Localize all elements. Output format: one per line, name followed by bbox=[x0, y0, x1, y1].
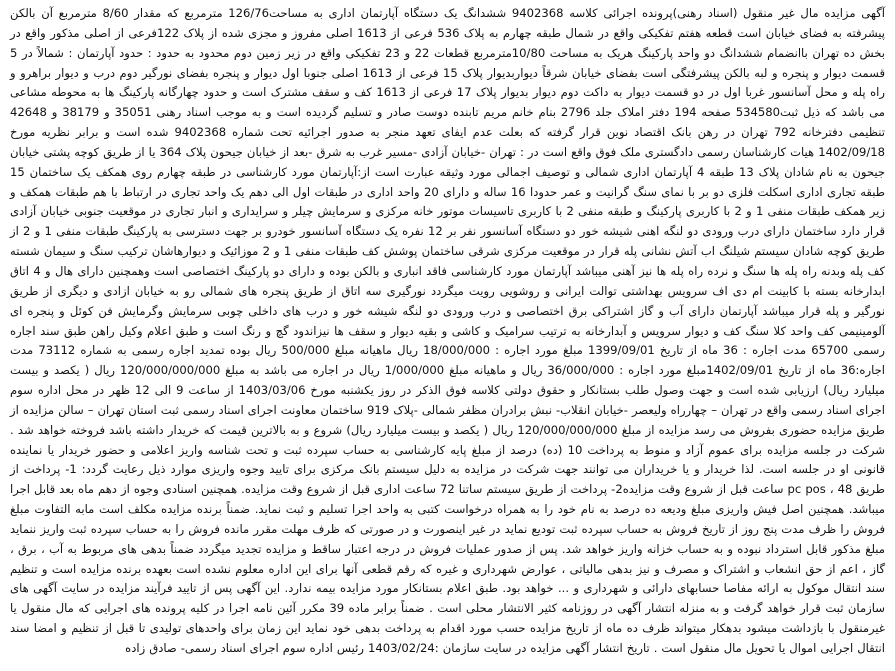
auction-notice-text: آگهی مزایده مال غیر منقول (اسناد رهنی)پرونده اجرائی کلاسه 9402368 ششدانگ یک دستگاه آپارتمان اداری به مساحت126/76 مترمربع که مقدار 8/60 مترمربع آن بالکن پیشرفته به فضای خیابان است قطعه هفتم تفکیکی واقع در شمال طبقه چهارم به پلاک 536 فرعی از 1613 اصلی مفروز و مجزی شده از پلاک 122فرعی از اصلی مذکور واقع در بخش ده تهران باانضمام ششدانگ دو واحد پارکینگ هریک به مساحت 10/80مترمربع قطعات 22 و 23 تفکیکی واقع در زیر زمین دوم محدود به حدود : حدود آپارتمان : شمالاً در 5 قسمت دیوار و پنجره و لبه بالکن پیشرفتگی است بفضای خیابان شرقاً دیواربدیوار پلاک 15 فرعی از 1613 اصلی جنوبا اول دیوار و پنجره بفضای نورگیر دوم درب و دیوار براهرو و راه پله و محل آسانسور غربا اول در دو قسمت دیوار به داکت دوم دیوار بدیوار پلاک 17 فرعی از 1613 کف و سقف مشترک است و حدود چهارگانه پارکینگ ها به محوطه مشاعی می باشد که ذیل ثبت534580 صفحه 194 دفتر املاک جلد 2796 بنام خانم مریم تابنده دوست صادر و تسلیم گردیده است و به موجب اسناد رهنی 35051 و 38179 و 42648 تنظیمی دفترخانه 792 تهران در رهن بانک اقتصاد نوین قرار گرفته که بعلت عدم ایفای تعهد منجر به صدور اجرائیه تحت شماره 9402368 شده است و برابر نظریه مورخ 1402/09/18 هیات کارشناسان رسمی دادگستری ملک فوق واقع است در : تهران -خیابان آزادی -مسیر غرب به شرق -بعد از خیابان جیحون پلاک 364 یا از طریق کوچه پشتی خیابان جیحون به نام شادان پلاک 13 طبقه 4 آپارتمان اداری شمالی و توصیف اجمالی مورد وثیقه عبارت است از:آپارتمان مورد کارشناسی در طبقه چهارم روی همکف یک ساختمان 15 طبقه تجاری اداری اسکلت فلزی دو بر با نمای سنگ گرانیت و عمر حدودا 16 ساله و دارای 20 واحد اداری در طبقات اول الی دهم یک واحد تجاری در ارتباط با هم طبقات همکف و زیر همکف طبقات منفی 1 و 2 با کاربری پارکینگ و طبقه منفی 2 با کاربری تاسیسات موتور خانه مرکزی و سرمایش چیلر و سرایداری و انبار تجاری در موقعیت جنوبی خیابان آزادی قرار دارد ساختمان دارای درب ورودی دو لنگه اهنی شیشه خور دو دستگاه آسانسور نفر بر 12 نفره یک دستگاه آسانسور خودرو بر جهت دسترسی به پارکینگ طبقات منفی 1 و 2 از طریق کوچه شادان سیستم شیلنگ اب آتش نشانی پله قرار در موقعیت مرکزی شرقی ساختمان پوشش کف طبقات منفی 1 و 2 موزائیک و دیوارهاشان ترکیب سنگ و سیمان شسته کف پله وبدنه راه پله ها سنگ و نرده راه پله ها نیز آهنی میباشد آپارتمان مورد کارشناسی فاقد انباری و بالکن بوده و دارای دو پارکینگ اختصاصی است وهمچنین دارای هال و 4 اتاق ابدارخانه بسته با کابینت ام دی اف سرویس بهداشتی توالت ایرانی و روشویی رویت میگردد نورگیری سه اتاق از طریق پنجره های شمالی رو به خیابان ازادی و دیگری از طریق نورگیر و پله قرار میباشد آپارتمان دارای آب و گاز اشتراکی برق اختصاصی و درب ورودی دو لنگه شیشه خور و درب های داخلی چوبی سرمایش وگرمایش فن کوئل و پنجره ای آلومینیمی کف واحد کلا سنگ کف و دیوار سرویس و آبدارخانه به ترتیب سرامیک و کاشی و بقیه دیوار و سقف ها نیزاندود گچ و رنگ است و طبق اعلام وکیل راهن طبق سند اجاره رسمی 65700 مدت اجاره : 36 ماه از تاریخ 1399/09/01 مبلغ مورد اجاره : 18/000/000 ریال ماهیانه مبلغ 500/000 ریال بوده تمدید اجاره رسمی به شماره 73112 مدت اجاره:36 ماه از تاریخ 1402/09/01مبلغ مورد اجاره : 36/000/000 ریال و ماهیانه مبلغ 1/000/000 ریال در اجاره می باشد به مبلغ 120/000/000/000 ریال ( یکصد و بیست میلیارد ریال) ارزیابی شده است و جهت وصول طلب بستانکار و حقوق دولتی کلاسه فوق الذکر در روز یکشنبه مورخ 1403/03/06 از ساعت 9 الی 12 ظهر در محل اداره سوم اجرای اسناد رسمی واقع در تهران – چهارراه ولیعصر -خیابان انقلاب- نبش برادران مظفر شمالی -پلاک 919 ساختمان معاونت اجرای اسناد رسمی ثبت استان تهران – سالن مزایده از طریق مزایده حضوری بفروش می رسد مزایده از مبلغ 120/000/000/000 ریال ( یکصد و بیست میلیارد ریال) شروع و به بالاترین قیمت که خریدار داشته باشد فروخته خواهد شد . شرکت در جلسه مزایده برای عموم آزاد و منوط به پرداخت 10 (ده) درصد از مبلغ پایه کارشناسی به حساب سپرده ثبت و تحت شناسه واریز اعلامی و حضور خریدار یا نماینده قانونی او در جلسه است. لذا خریدار و یا خریداران می توانند جهت شرکت در مزایده به دلیل سیستم بانک مرکزی برای تایید وجوه واریزی موارد ذیل رعایت گردد: 1- پرداخت از طریق pc pos ، 48 ساعت قبل از شروع وقت مزایده2- پرداخت از طریق سیستم ساتنا 72 ساعت اداری قبل از شروع وقت مزایده. همچنین اسنادی وجوه از دهم ماه بعد قابل اجرا میباشد. همچنین اصل فیش واریزی مبلغ ودیعه ده درصد به نام خود را به همراه درخواست کتبی به واحد اجرا تسلیم و ثبت نماید. ضمناً برنده مزایده مکلف است مابه التفاوت مبلغ فروش را ظرف مدت پنج روز از تاریخ فروش به حساب سپرده ثبت تودیع نماید در غیر اینصورت و در صورتی که ظرف مهلت مقرر مانده فروش را به حساب سپرده ثبت واریز ننماید مبلغ مذکور قابل استرداد نبوده و به حساب خزانه واریز خواهد شد. پس از صدور عملیات فروش در درجه اعتبار ساقط و مزایده تجدید میگردد ضمناً بدهی های مربوط به آب ، برق ، گاز ، اعم از حق انشعاب و اشتراک و مصرف و نیز بدهی مالیاتی ، عوارض شهرداری و غیره که رقم قطعی آنها برای این اداره معلوم نشده است بعهده برنده مزایده است و تنظیم سند انتقال موکول به ارائه مفاصا حسابهای دارائی و شهرداری و ... خواهد بود. طبق اعلام بستانکار مورد مزایده بیمه ندارد. این آگهی پس از تایید فرآیند مزایده در سایت آگهی های سازمان ثبت قرار خواهد گرفت و به منزله انتشار آگهی در روزنامه کثیر الانتشار محلی است . ضمناً برابر ماده 39 مکرر آئین نامه اجرا در کلیه پرونده های اجرایی که مال منقول یا غیرمنقول با بازداشت میشود بدهکار میتواند ظرف ده ماه از تاریخ مزایده حسب مورد اقدام به پرداخت بدهی خود نماید این زمان برای واحدهای تولیدی تا قبل از تنظیم و امضا سند انتقال اجرایی اموال یا تحویل مال منقول است . تاریخ انتشار آگهی مزایده در سایت سازمان :1403/02/24 رئیس اداره سوم اجرای اسناد رسمی- صادق زاده bbox=[10, 6, 886, 655]
